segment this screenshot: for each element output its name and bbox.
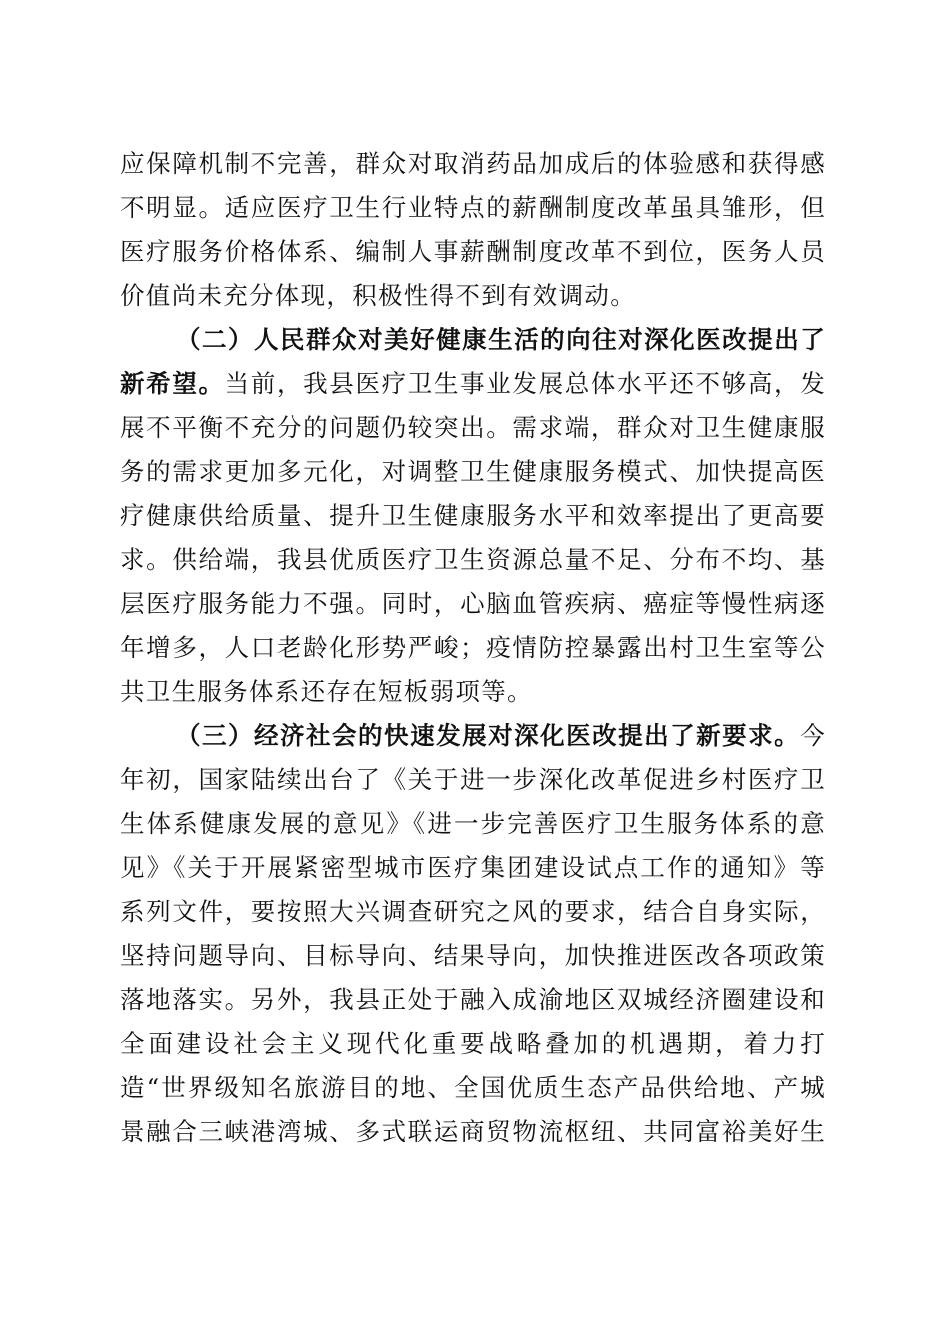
section-heading-3: （三）经济社会的快速发展对深化医改提出了新要求。 <box>176 721 801 750</box>
text-line: 见》《关于开展紧密型城市医疗集团建设试点工作的通知》等 <box>120 853 826 882</box>
text-line: 坚持问题导向、目标导向、结果导向，加快推进医改各项政策 <box>120 941 826 970</box>
text-line: 疗健康供给质量、提升卫生健康服务水平和效率提出了更高要 <box>120 501 826 530</box>
paragraph-2 <box>120 318 826 714</box>
text-line: 层医疗服务能力不强。同时，心脑血管疾病、癌症等慢性病逐 <box>120 589 826 618</box>
text-line: 求。供给端，我县优质医疗卫生资源总量不足、分布不均、基 <box>120 545 826 574</box>
section-heading-2: （二）人民群众对美好健康生活的向往对深化医改提出了 <box>176 325 826 354</box>
section-heading-line <box>120 318 826 362</box>
paragraph-1 <box>120 142 826 318</box>
text-line: 不明显。适应医疗卫生行业特点的薪酬制度改革虽具雏形，但 <box>120 193 826 222</box>
section-heading-2-end: 新希望。 <box>120 369 225 398</box>
document-body <box>120 142 826 1154</box>
section-heading-line: （三）经济社会的快速发展对深化医改提出了新要求。今 <box>176 721 826 750</box>
text-line: 造“世界级知名旅游目的地、全国优质生态产品供给地、产城 <box>120 1073 826 1102</box>
paragraph-3 <box>120 714 826 1154</box>
text-line: 年初，国家陆续出台了《关于进一步深化改革促进乡村医疗卫 <box>120 765 826 794</box>
text-line: 务的需求更加多元化，对调整卫生健康服务模式、加快提高医 <box>120 457 826 486</box>
text-line: 展不平衡不充分的问题仍较突出。需求端，群众对卫生健康服 <box>120 413 826 442</box>
text-line: 共卫生服务体系还存在短板弱项等。 <box>120 677 533 706</box>
text-line: 生体系健康发展的意见》《进一步完善医疗卫生服务体系的意 <box>120 809 826 838</box>
text-line: 景融合三峡港湾城、多式联运商贸物流枢纽、共同富裕美好生 <box>120 1117 826 1146</box>
text-line: 落地落实。另外，我县正处于融入成渝地区双城经济圈建设和 <box>120 985 826 1014</box>
text-line: 年增多，人口老龄化形势严峻；疫情防控暴露出村卫生室等公 <box>120 633 826 662</box>
text-line: 医疗服务价格体系、编制人事薪酬制度改革不到位，医务人员 <box>120 237 826 266</box>
text-line: 系列文件，要按照大兴调查研究之风的要求，结合自身实际， <box>120 897 826 926</box>
text-line: 应保障机制不完善，群众对取消药品加成后的体验感和获得感 <box>120 149 826 178</box>
text-line: 新希望。当前，我县医疗卫生事业发展总体水平还不够高，发 <box>120 369 826 398</box>
text-line: 价值尚未充分体现，积极性得不到有效调动。 <box>120 281 636 310</box>
text-line: 全面建设社会主义现代化重要战略叠加的机遇期，着力打 <box>120 1029 826 1058</box>
